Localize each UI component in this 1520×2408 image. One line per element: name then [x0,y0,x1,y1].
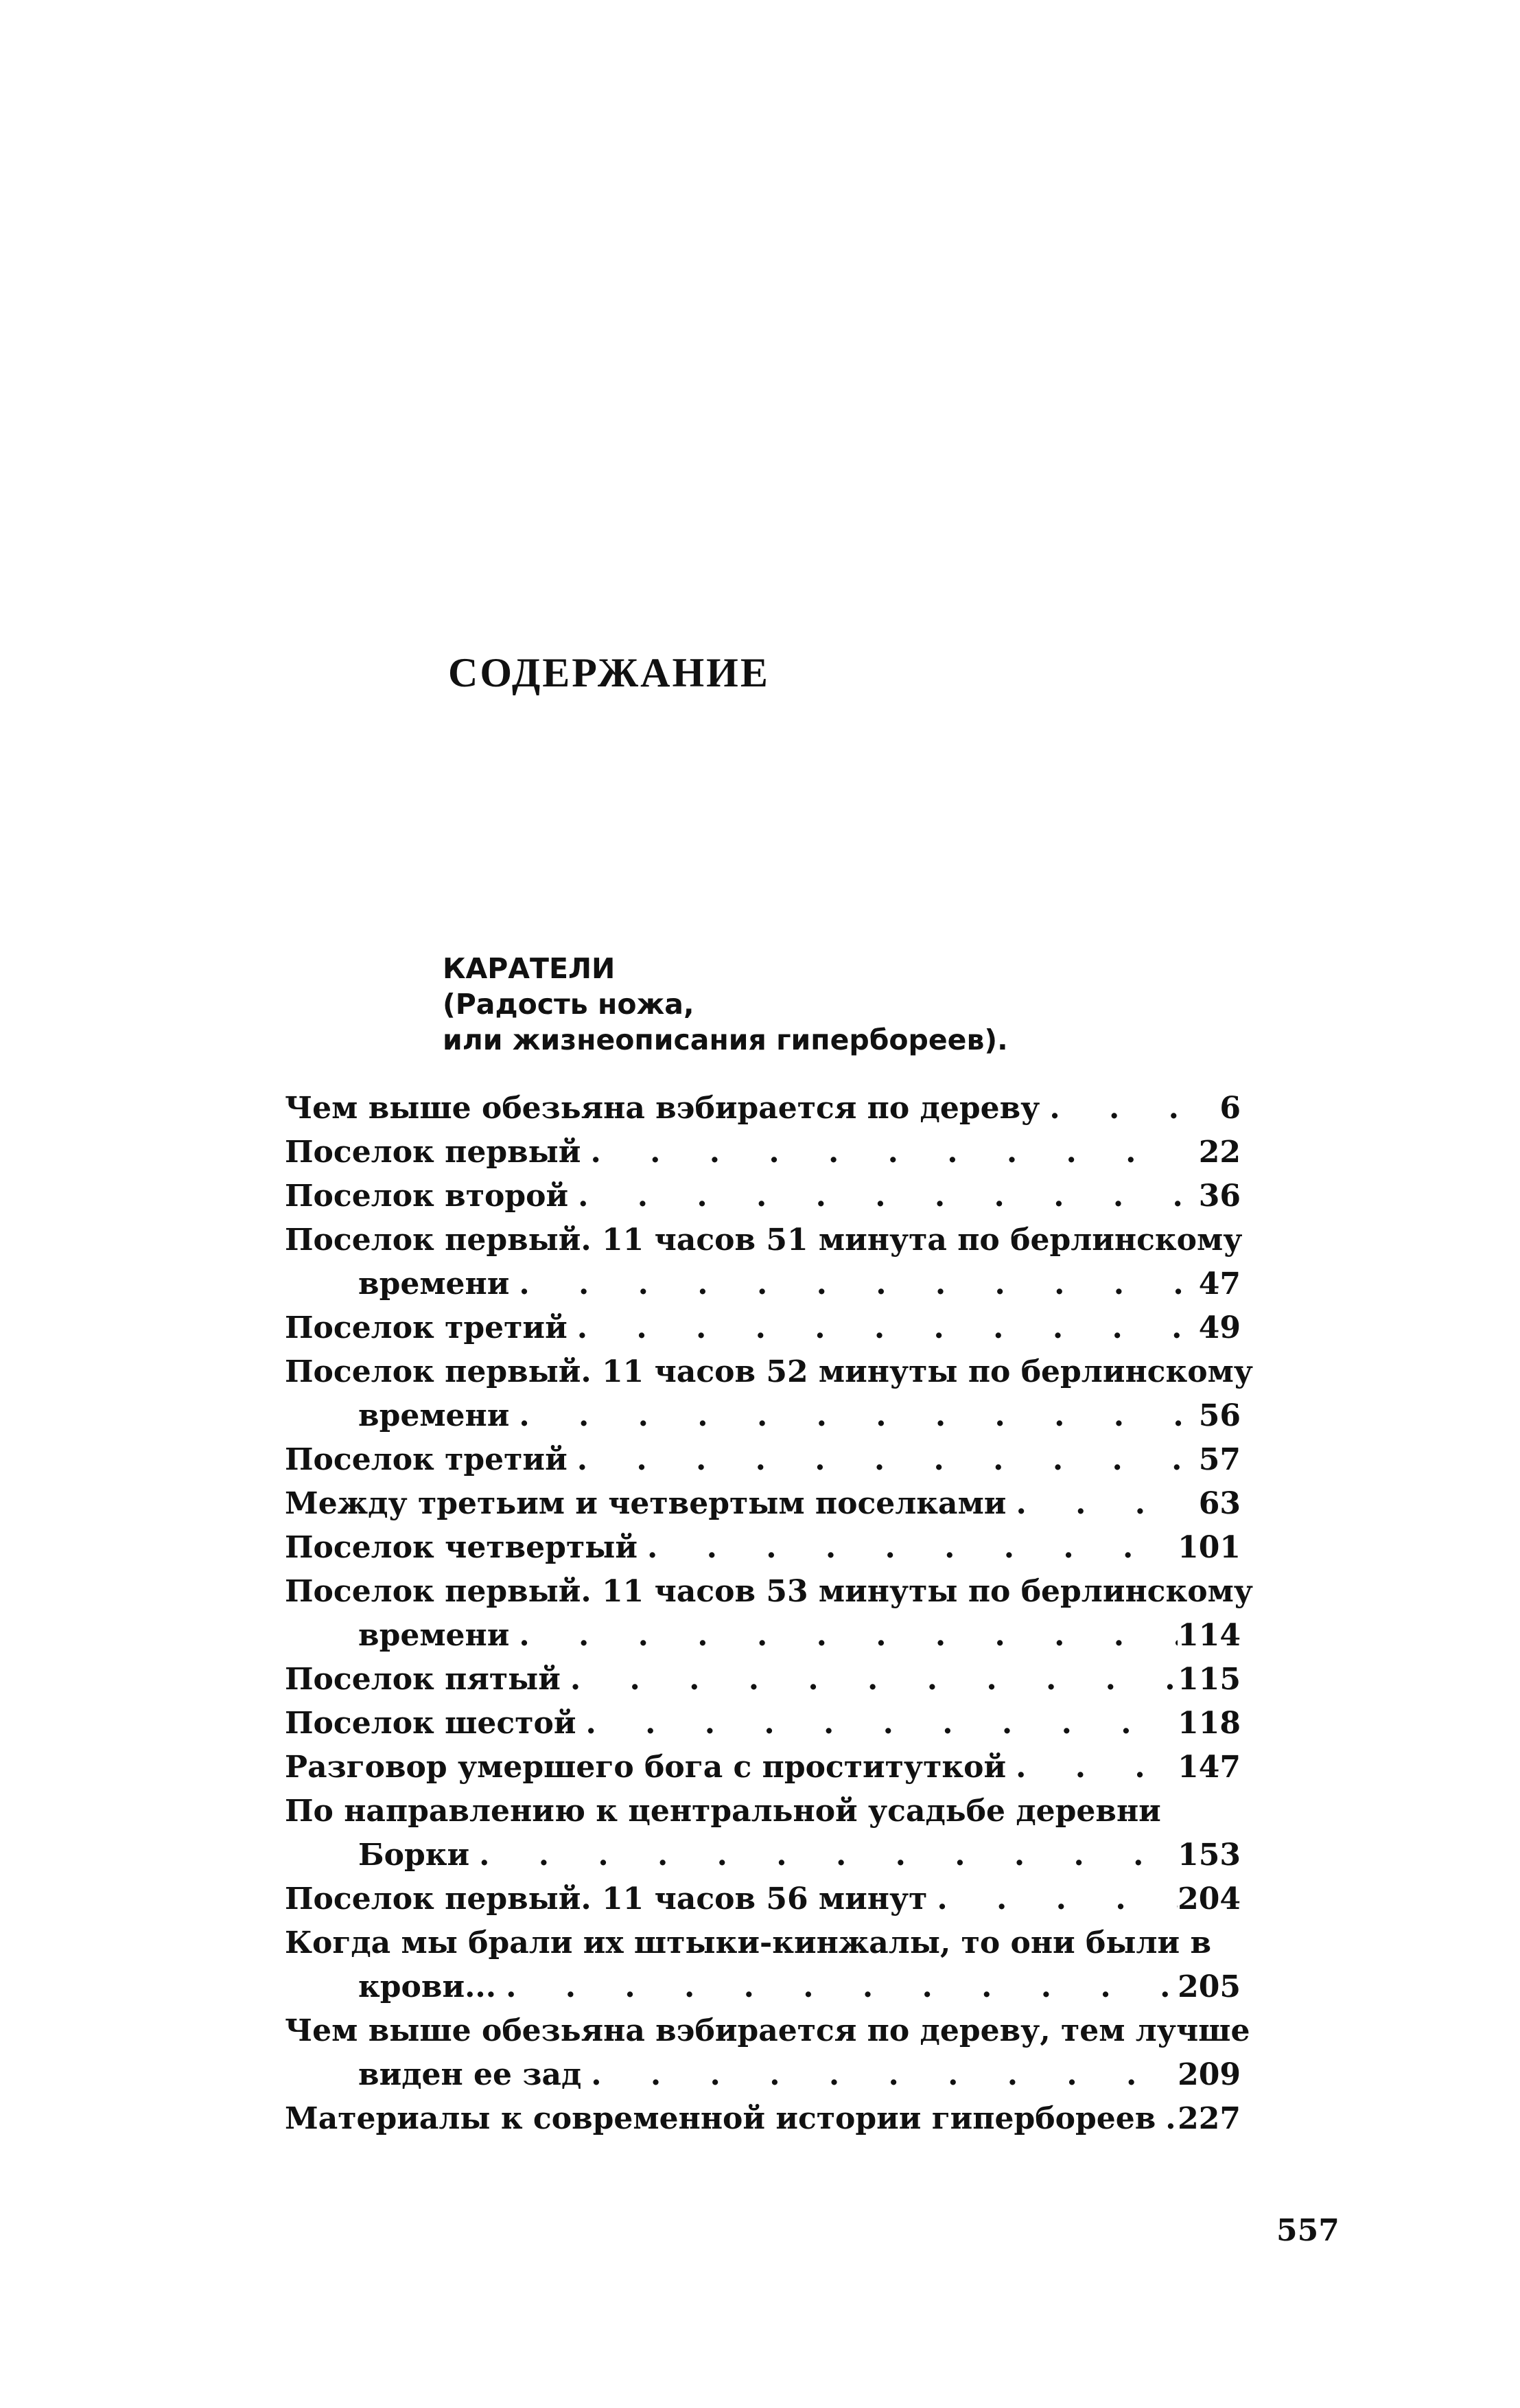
toc-entry-title: Материалы к современной истории гипербореев [285,2101,1156,2136]
toc-entry [285,2009,1250,2097]
toc-entry-page: 49 [1198,1310,1241,1345]
toc-entry-page: 209 [1178,2057,1241,2092]
toc-entry-title: Поселок третий [285,1442,568,1477]
toc-entry-title: Поселок пятый [285,1662,561,1697]
toc-entry-page: 114 [1178,1618,1241,1653]
toc-entry-page: 205 [1178,1969,1241,2004]
dot-leader [568,1174,1182,1218]
dot-leader [1156,2097,1178,2141]
toc-entry-title: виден ее зад [358,2057,582,2092]
toc-entry-page: 36 [1198,1179,1241,1214]
toc-entry-row [285,1746,1241,1790]
toc-entry-title: Между третьим и четвертым поселками [285,1486,1007,1521]
dot-leader [509,1394,1182,1438]
toc-entry [285,1658,1241,1702]
dot-leader [561,1658,1178,1702]
toc-entry [285,1131,1241,1174]
toc-entry-row [285,1526,1241,1570]
toc-entry-page: 147 [1178,1750,1241,1785]
section-header [443,951,1008,1058]
toc-entry-page: 47 [1198,1266,1241,1301]
dot-leader [576,1702,1178,1746]
dot-leader [509,1614,1178,1658]
toc-entry-title: Чем выше обезьяна вэбирается по дереву, тем лучше [285,2013,1250,2048]
dot-leader [1006,1746,1178,1790]
toc-entry-title: времени [358,1618,510,1653]
toc-list [285,1087,1253,2141]
toc-entry-title: Поселок первый. 11 часов 51 минута по берлинскому [285,1223,1243,1258]
toc-entry-row [285,1614,1241,1658]
toc-entry-row [285,1658,1241,1702]
toc-entry [285,1921,1241,2009]
toc-entry [285,1790,1241,1877]
toc-entry [285,1087,1241,1131]
dot-leader [496,1965,1178,2009]
toc-entry-title: Поселок первый. 11 часов 53 минуты по берлинскому [285,1574,1253,1609]
toc-entry [285,1482,1241,1526]
dot-leader [509,1262,1182,1306]
toc-entry-page: 227 [1178,2101,1241,2136]
toc-entry-row [285,1482,1241,1526]
dot-leader [581,2053,1178,2097]
toc-entry-title: По направлению к центральной усадьбе деревни [285,1794,1161,1829]
toc-entry-row [285,2097,1241,2141]
toc-entry-title: Поселок первый. 11 часов 56 минут [285,1882,928,1917]
toc-entry-page: 56 [1198,1398,1241,1433]
section-title: КАРАТЕЛИ [443,952,616,985]
toc-entry-title: Разговор умершего бога с проституткой [285,1750,1007,1785]
toc-entry-row [285,1087,1241,1131]
toc-entry [285,1746,1241,1790]
toc-entry [285,1174,1241,1218]
toc-entry-title: Чем выше обезьяна вэбирается по дереву [285,1091,1040,1126]
toc-entry-title: Поселок третий [285,1310,568,1345]
dot-leader [568,1438,1182,1482]
toc-entry [285,1877,1241,1921]
toc-entry-title: Поселок четвертый [285,1530,638,1565]
toc-entry-page: 101 [1178,1530,1241,1565]
toc-entry [285,1306,1241,1350]
toc-entry-title: Поселок шестой [285,1706,576,1741]
dot-leader [638,1526,1178,1570]
toc-entry [285,1350,1253,1438]
dot-leader [581,1131,1182,1174]
toc-entry-title: Поселок первый. 11 часов 52 минуты по берлинскому [285,1354,1253,1389]
toc-entry-row [285,1131,1241,1174]
toc-entry-page: 115 [1178,1662,1241,1697]
toc-entry-page: 63 [1198,1486,1241,1521]
toc-entry-row [285,1965,1241,2009]
toc-entry-title: Поселок второй [285,1179,569,1214]
toc-entry-title: крови... [358,1969,497,2004]
toc-entry-page: 6 [1219,1091,1241,1126]
toc-entry [285,1570,1253,1658]
toc-entry-title: Поселок первый [285,1135,581,1170]
toc-entry-page: 57 [1198,1442,1241,1477]
toc-entry-row [285,1833,1241,1877]
toc-entry-row [285,1702,1241,1746]
toc-entry-row [285,1306,1241,1350]
toc-entry-page: 153 [1178,1838,1241,1873]
toc-entry-row [285,1438,1241,1482]
page-number: 557 [1276,2213,1340,2248]
dot-leader [568,1306,1182,1350]
section-subtitle-line: (Радость ножа, [443,988,694,1021]
toc-entry-row [285,1262,1241,1306]
toc-entry [285,1526,1241,1570]
toc-entry-title: времени [358,1266,510,1301]
toc-entry-page: 22 [1198,1135,1241,1170]
toc-entry [285,2097,1241,2141]
toc-entry-title: Борки [358,1838,470,1873]
toc-entry-title: Когда мы брали их штыки-кинжалы, то они были в [285,1925,1212,1960]
toc-entry-row [285,2053,1241,2097]
section-subtitle-line: или жизнеописания гипербореев). [443,1023,1008,1056]
toc-entry-row [285,1394,1241,1438]
toc-entry-row [285,1174,1241,1218]
dot-leader [469,1833,1178,1877]
toc-entry [285,1218,1241,1306]
toc-entry [285,1438,1241,1482]
dot-leader [1006,1482,1182,1526]
toc-entry-title: времени [358,1398,510,1433]
toc-entry-row [285,1877,1241,1921]
toc-entry-page: 204 [1178,1882,1241,1917]
toc-entry [285,1702,1241,1746]
contents-heading: СОДЕРЖАНИЕ [448,650,770,695]
toc-entry-page: 118 [1178,1706,1241,1741]
dot-leader [1040,1087,1182,1131]
dot-leader [927,1877,1178,1921]
